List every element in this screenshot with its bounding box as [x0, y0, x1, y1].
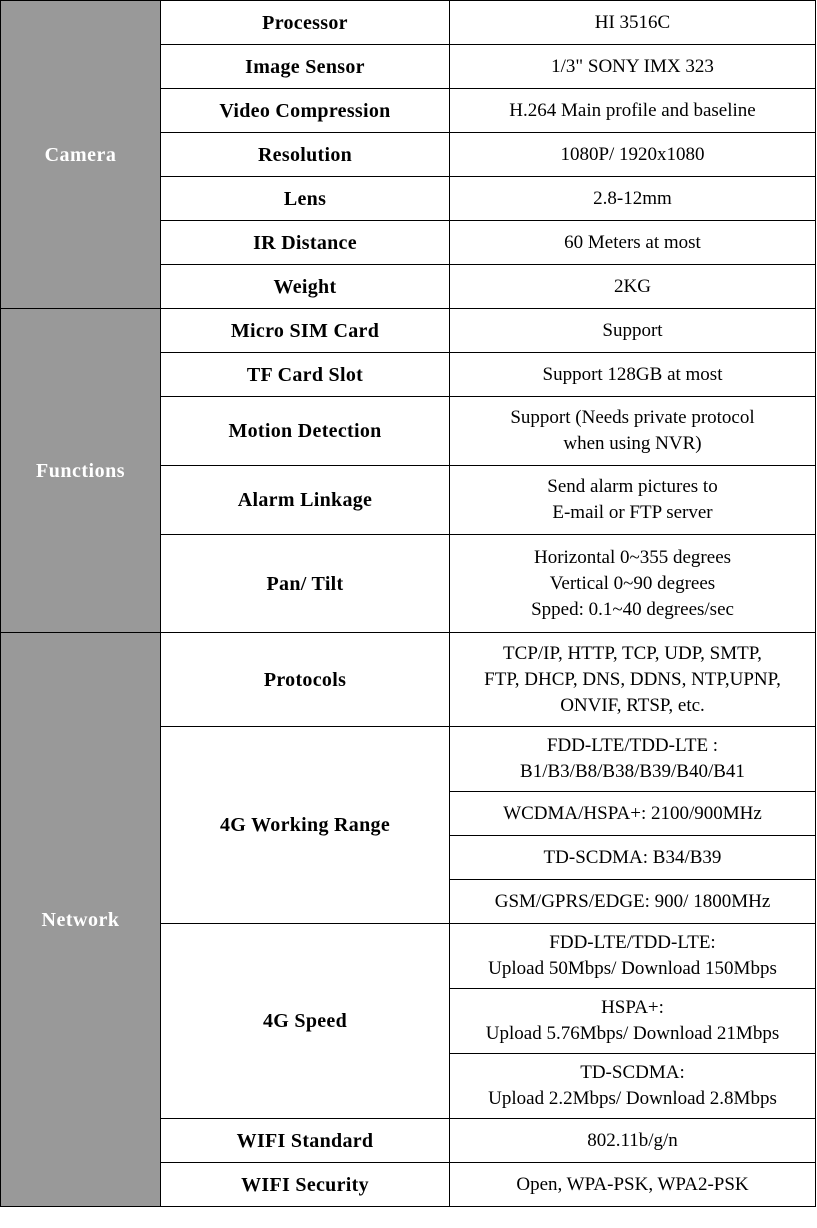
value-line: Spped: 0.1~40 degrees/sec — [531, 598, 734, 620]
value-line: HSPA+: — [601, 997, 664, 1018]
value-line: TCP/IP, HTTP, TCP, UDP, SMTP, — [503, 642, 762, 664]
value-line: Support (Needs private protocol — [510, 407, 755, 428]
category-functions: Functions — [1, 309, 161, 633]
value-line: TD-SCDMA: — [580, 1062, 685, 1083]
feature-value-fdd-lte-bands — [450, 727, 816, 792]
feature-value-protocols — [450, 633, 816, 727]
table-row — [1, 309, 816, 353]
feature-label-tf-card: TF Card Slot — [161, 353, 450, 397]
feature-label-micro-sim: Micro SIM Card — [161, 309, 450, 353]
value-line: when using NVR) — [563, 433, 702, 454]
feature-label-ir-distance: IR Distance — [161, 221, 450, 265]
value-line: Upload 50Mbps/ Download 150Mbps — [488, 958, 777, 979]
value-line: Horizontal 0~355 degrees — [533, 546, 732, 568]
table-row — [1, 1, 816, 45]
feature-value-fdd-lte-speed — [450, 924, 816, 989]
feature-value-resolution: 1080P/ 1920x1080 — [450, 133, 816, 177]
value-line: E-mail or FTP server — [552, 502, 713, 523]
feature-value-image-sensor: 1/3" SONY IMX 323 — [450, 45, 816, 89]
feature-value-tf-card: Support 128GB at most — [450, 353, 816, 397]
value-line: B1/B3/B8/B38/B39/B40/B41 — [520, 761, 745, 782]
feature-value-gsm: GSM/GPRS/EDGE: 900/ 1800MHz — [450, 880, 816, 924]
feature-value-wifi-security: Open, WPA-PSK, WPA2-PSK — [450, 1163, 816, 1207]
feature-label-4g-working-range: 4G Working Range — [161, 727, 450, 924]
feature-value-micro-sim: Support — [450, 309, 816, 353]
feature-label-image-sensor: Image Sensor — [161, 45, 450, 89]
value-line: ONVIF, RTSP, etc. — [560, 694, 705, 716]
feature-value-pan-tilt — [450, 535, 816, 633]
table-row — [1, 633, 816, 727]
feature-value-processor: HI 3516C — [450, 1, 816, 45]
value-line: Vertical 0~90 degrees — [549, 572, 716, 594]
feature-label-video-compression: Video Compression — [161, 89, 450, 133]
feature-value-weight: 2KG — [450, 265, 816, 309]
feature-value-lens: 2.8-12mm — [450, 177, 816, 221]
category-network: Network — [1, 633, 161, 1207]
feature-value-wcdma: WCDMA/HSPA+: 2100/900MHz — [450, 792, 816, 836]
feature-value-video-compression: H.264 Main profile and baseline — [450, 89, 816, 133]
feature-label-alarm-linkage: Alarm Linkage — [161, 466, 450, 535]
feature-value-wifi-standard: 802.11b/g/n — [450, 1119, 816, 1163]
feature-label-wifi-security: WIFI Security — [161, 1163, 450, 1207]
value-line: Upload 2.2Mbps/ Download 2.8Mbps — [488, 1088, 777, 1109]
feature-label-processor: Processor — [161, 1, 450, 45]
feature-value-alarm-linkage — [450, 466, 816, 535]
feature-value-hspa-speed — [450, 989, 816, 1054]
feature-value-motion-detection — [450, 397, 816, 466]
value-line: FDD-LTE/TDD-LTE : — [546, 735, 719, 756]
value-line: FDD-LTE/TDD-LTE: — [549, 932, 716, 953]
feature-label-lens: Lens — [161, 177, 450, 221]
feature-value-ir-distance: 60 Meters at most — [450, 221, 816, 265]
value-line: Send alarm pictures to — [547, 476, 718, 497]
category-camera: Camera — [1, 1, 161, 309]
feature-label-pan-tilt: Pan/ Tilt — [161, 535, 450, 633]
feature-label-wifi-standard: WIFI Standard — [161, 1119, 450, 1163]
feature-value-td-scdma-speed — [450, 1054, 816, 1119]
feature-label-resolution: Resolution — [161, 133, 450, 177]
feature-label-weight: Weight — [161, 265, 450, 309]
feature-label-protocols: Protocols — [161, 633, 450, 727]
feature-label-motion-detection: Motion Detection — [161, 397, 450, 466]
value-line: FTP, DHCP, DNS, DDNS, NTP,UPNP, — [484, 668, 781, 690]
value-line: Upload 5.76Mbps/ Download 21Mbps — [485, 1023, 780, 1044]
feature-value-td-scdma-bands: TD-SCDMA: B34/B39 — [450, 836, 816, 880]
feature-label-4g-speed: 4G Speed — [161, 924, 450, 1119]
